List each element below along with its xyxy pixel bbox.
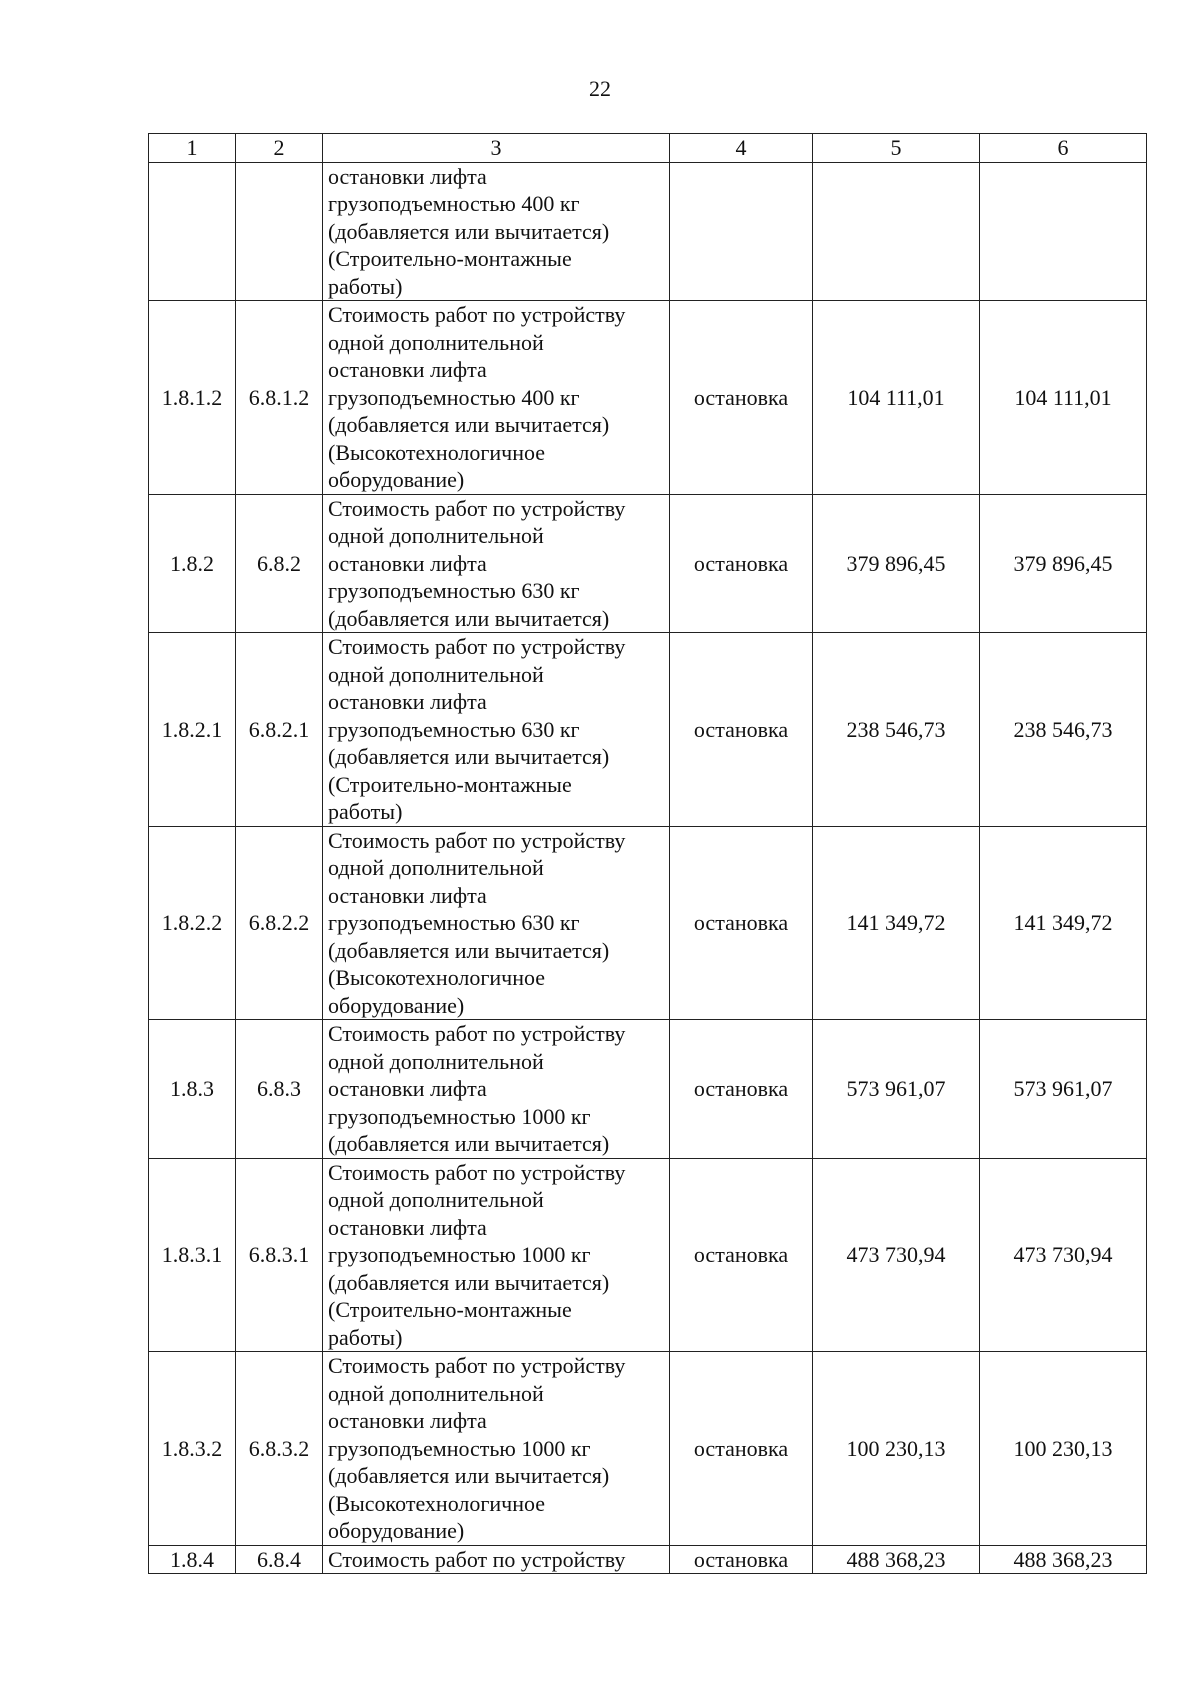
unit-cost: 473 730,94 (813, 1158, 980, 1352)
description-line: грузоподъемностью 400 кг (328, 191, 580, 216)
unit-cost (813, 162, 980, 301)
description-line: остановки лифта (328, 163, 487, 189)
description-line: Стоимость работ по устройству (328, 1159, 626, 1185)
item-code: 6.8.3.2 (236, 1352, 323, 1546)
description-line: Стоимость работ по устройству (328, 302, 626, 327)
description-line: Стоимость работ по устройству (328, 1546, 626, 1572)
work-description (323, 162, 670, 301)
unit-of-measure: остановка (670, 494, 813, 633)
unit-cost: 573 961,07 (813, 1020, 980, 1159)
work-description (323, 1545, 670, 1574)
unit-of-measure: остановка (670, 633, 813, 827)
column-header: 3 (323, 134, 670, 163)
page-number: 22 (589, 76, 611, 101)
description-line: остановки лифта (328, 882, 487, 908)
column-header: 1 (149, 134, 236, 163)
description-line: работы) (328, 1324, 403, 1350)
section-code: 1.8.2 (149, 494, 236, 633)
item-code (236, 162, 323, 301)
total-cost: 573 961,07 (980, 1020, 1147, 1159)
description-line: работы) (328, 273, 403, 299)
table-row (149, 1545, 1147, 1574)
description-line: Стоимость работ по устройству (328, 495, 626, 521)
total-cost: 141 349,72 (980, 826, 1147, 1020)
description-line: остановки лифта (328, 357, 487, 382)
work-description (323, 494, 670, 633)
description-line: грузоподъемностью 1000 кг (328, 1435, 591, 1461)
unit-cost: 104 111,01 (813, 301, 980, 495)
table-row (149, 1158, 1147, 1352)
description-line: грузоподъемностью 1000 кг (328, 1103, 591, 1129)
pricing-table (148, 133, 1147, 1574)
description-line: остановки лифта (328, 1408, 487, 1433)
unit-of-measure: остановка (670, 1545, 813, 1574)
description-line: одной дополнительной (328, 1380, 544, 1406)
description-line: оборудование) (328, 1518, 465, 1543)
work-description (323, 633, 670, 827)
column-header: 4 (670, 134, 813, 163)
section-code: 1.8.2.2 (149, 826, 236, 1020)
description-line: оборудование) (328, 992, 465, 1018)
description-line: грузоподъемностью 630 кг (328, 716, 580, 742)
description-line: (добавляется или вычитается) (328, 744, 610, 769)
description-line: грузоподъемностью 630 кг (328, 578, 580, 603)
description-line: остановки лифта (328, 1076, 487, 1101)
item-code: 6.8.4 (236, 1545, 323, 1574)
description-line: (добавляется или вычитается) (328, 1131, 610, 1156)
unit-cost: 238 546,73 (813, 633, 980, 827)
description-line: (добавляется или вычитается) (328, 937, 610, 963)
unit-cost: 141 349,72 (813, 826, 980, 1020)
item-code: 6.8.3.1 (236, 1158, 323, 1352)
description-line: грузоподъемностью 400 кг (328, 384, 580, 410)
work-description (323, 1352, 670, 1546)
description-line: одной дополнительной (328, 1048, 544, 1074)
total-cost: 238 546,73 (980, 633, 1147, 827)
description-line: Стоимость работ по устройству (328, 634, 626, 659)
total-cost: 104 111,01 (980, 301, 1147, 495)
description-line: одной дополнительной (328, 661, 544, 687)
description-line: (Высокотехнологичное (328, 965, 546, 990)
section-code: 1.8.3 (149, 1020, 236, 1159)
section-code: 1.8.4 (149, 1545, 236, 1574)
description-line: остановки лифта (328, 550, 487, 576)
description-line: одной дополнительной (328, 523, 544, 548)
column-header: 2 (236, 134, 323, 163)
unit-of-measure: остановка (670, 301, 813, 495)
unit-of-measure (670, 162, 813, 301)
table-row (149, 301, 1147, 495)
description-line: Стоимость работ по устройству (328, 1353, 626, 1378)
table-row (149, 826, 1147, 1020)
total-cost: 473 730,94 (980, 1158, 1147, 1352)
total-cost: 488 368,23 (980, 1545, 1147, 1574)
item-code: 6.8.2.1 (236, 633, 323, 827)
item-code: 6.8.2.2 (236, 826, 323, 1020)
work-description (323, 301, 670, 495)
description-line: (добавляется или вычитается) (328, 1269, 610, 1295)
section-code: 1.8.1.2 (149, 301, 236, 495)
description-line: (Строительно-монтажные (328, 771, 572, 797)
work-description (323, 1158, 670, 1352)
section-code: 1.8.3.2 (149, 1352, 236, 1546)
description-line: одной дополнительной (328, 1187, 544, 1212)
total-cost (980, 162, 1147, 301)
table-header-row (149, 134, 1147, 163)
unit-of-measure: остановка (670, 1158, 813, 1352)
total-cost: 100 230,13 (980, 1352, 1147, 1546)
description-line: Стоимость работ по устройству (328, 1021, 626, 1046)
unit-of-measure: остановка (670, 1020, 813, 1159)
section-code: 1.8.2.1 (149, 633, 236, 827)
table-row (149, 1020, 1147, 1159)
item-code: 6.8.1.2 (236, 301, 323, 495)
unit-cost: 379 896,45 (813, 494, 980, 633)
section-code: 1.8.3.1 (149, 1158, 236, 1352)
item-code: 6.8.3 (236, 1020, 323, 1159)
description-line: остановки лифта (328, 1214, 487, 1240)
description-line: (Строительно-монтажные (328, 1297, 572, 1322)
unit-of-measure: остановка (670, 1352, 813, 1546)
description-line: (добавляется или вычитается) (328, 412, 610, 437)
table-row (149, 1352, 1147, 1546)
table-row (149, 633, 1147, 827)
table-row (149, 162, 1147, 301)
description-line: одной дополнительной (328, 855, 544, 880)
work-description (323, 826, 670, 1020)
description-line: оборудование) (328, 467, 465, 492)
description-line: грузоподъемностью 1000 кг (328, 1242, 591, 1267)
table-body (149, 162, 1147, 1574)
unit-cost: 100 230,13 (813, 1352, 980, 1546)
description-line: (Высокотехнологичное (328, 439, 546, 465)
total-cost: 379 896,45 (980, 494, 1147, 633)
description-line: (добавляется или вычитается) (328, 218, 610, 244)
item-code: 6.8.2 (236, 494, 323, 633)
description-line: (добавляется или вычитается) (328, 605, 610, 631)
section-code (149, 162, 236, 301)
description-line: грузоподъемностью 630 кг (328, 910, 580, 935)
description-line: остановки лифта (328, 689, 487, 714)
work-description (323, 1020, 670, 1159)
description-line: одной дополнительной (328, 329, 544, 355)
description-line: (Строительно-монтажные (328, 246, 572, 271)
description-line: (Высокотехнологичное (328, 1490, 546, 1516)
table-row (149, 494, 1147, 633)
column-header: 6 (980, 134, 1147, 163)
description-line: работы) (328, 799, 403, 824)
description-line: Стоимость работ по устройству (328, 827, 626, 853)
unit-cost: 488 368,23 (813, 1545, 980, 1574)
column-header: 5 (813, 134, 980, 163)
unit-of-measure: остановка (670, 826, 813, 1020)
description-line: (добавляется или вычитается) (328, 1463, 610, 1488)
